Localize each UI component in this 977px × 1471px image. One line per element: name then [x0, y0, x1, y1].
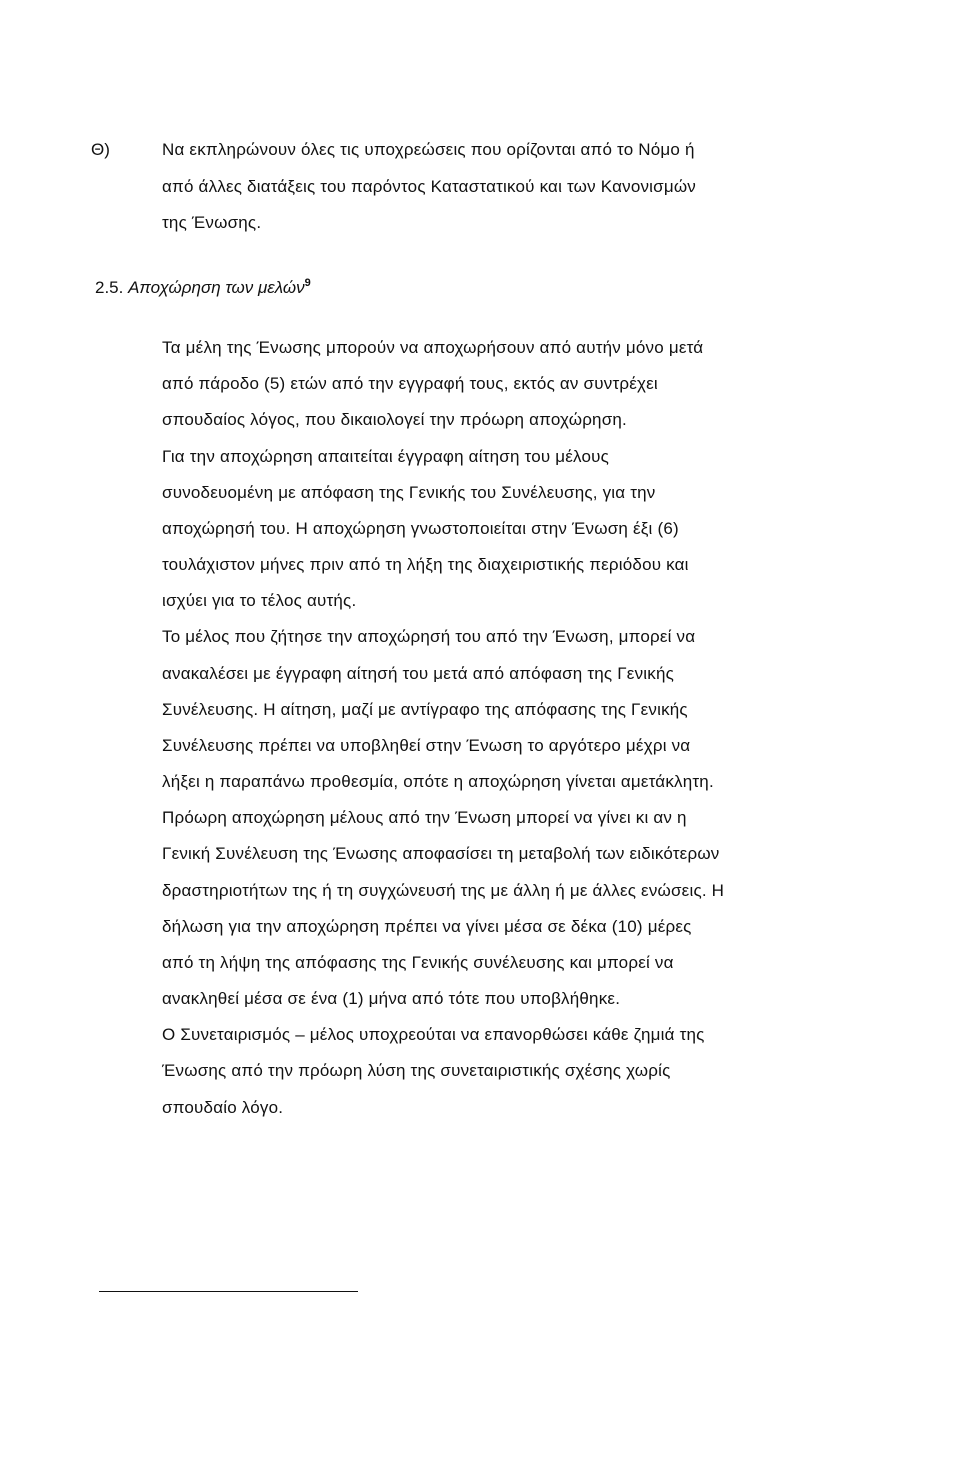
body-line-17: δήλωση για την αποχώρηση πρέπει να γίνει μέσα σε δέκα (10) μέρες: [162, 917, 692, 936]
body-line-12: Συνέλευσης πρέπει να υποβληθεί στην Ένωση το αργότερο μέχρι να: [162, 736, 691, 755]
item-theta-label: Θ): [91, 140, 110, 159]
section-heading: [95, 272, 311, 299]
body-line-15: Γενική Συνέλευση της Ένωσης αποφασίσει τη μεταβολή των ειδικότερων: [162, 844, 720, 863]
body-line-1: Τα μέλη της Ένωσης μπορούν να αποχωρήσουν από αυτήν μόνο μετά: [162, 338, 704, 357]
footnote-separator: [99, 1291, 358, 1292]
body-line-21: Ένωσης από την πρόωρη λύση της συνεταιριστικής σχέσης χωρίς: [162, 1061, 671, 1080]
body-line-20: Ο Συνεταιρισμός – μέλος υποχρεούται να επανορθώσει κάθε ζημιά της: [162, 1025, 705, 1044]
footnote-reference: 9: [304, 277, 311, 289]
body-line-19: ανακληθεί μέσα σε ένα (1) μήνα από τότε που υποβλήθηκε.: [162, 989, 621, 1008]
body-line-2: από πάροδο (5) ετών από την εγγραφή τους, εκτός αν συντρέχει: [162, 374, 658, 393]
body-line-9: Το μέλος που ζήτησε την αποχώρησή του από την Ένωση, μπορεί να: [162, 627, 696, 646]
section-number: 2.5.: [95, 278, 124, 297]
item-theta-line-2: από άλλες διατάξεις του παρόντος Καταστατικού και των Κανονισμών: [162, 177, 697, 196]
body-line-3: σπουδαίος λόγος, που δικαιολογεί την πρόωρη αποχώρηση.: [162, 410, 627, 429]
body-line-4: Για την αποχώρηση απαιτείται έγγραφη αίτηση του μέλους: [162, 447, 610, 466]
body-line-8: ισχύει για το τέλος αυτής.: [162, 591, 357, 610]
body-line-14: Πρόωρη αποχώρηση μέλους από την Ένωση μπορεί να γίνει κι αν η: [162, 808, 687, 827]
body-line-5: συνοδευομένη με απόφαση της Γενικής του Συνέλευσης, για την: [162, 483, 656, 502]
body-line-10: ανακαλέσει με έγγραφη αίτησή του μετά από απόφαση της Γενικής: [162, 664, 675, 683]
body-line-7: τουλάχιστον μήνες πριν από τη λήξη της διαχειριστικής περιόδου και: [162, 555, 689, 574]
body-line-18: από τη λήψη της απόφασης της Γενικής συνέλευσης και μπορεί να: [162, 953, 674, 972]
body-line-22: σπουδαίο λόγο.: [162, 1098, 284, 1117]
body-line-16: δραστηριοτήτων της ή τη συγχώνευσή της με άλλη ή με άλλες ενώσεις. Η: [162, 881, 725, 900]
body-line-6: αποχώρησή του. Η αποχώρηση γνωστοποιείται στην Ένωση έξι (6): [162, 519, 679, 538]
section-title: Αποχώρηση των μελών: [128, 278, 305, 297]
item-theta-line-1: Να εκπληρώνουν όλες τις υποχρεώσεις που ορίζονται από το Νόμο ή: [162, 140, 695, 159]
body-line-13: λήξει η παραπάνω προθεσμία, οπότε η αποχώρηση γίνεται αμετάκλητη.: [162, 772, 714, 791]
body-line-11: Συνέλευσης. Η αίτηση, μαζί με αντίγραφο της απόφασης της Γενικής: [162, 700, 688, 719]
item-theta-line-3: της Ένωσης.: [162, 213, 262, 232]
